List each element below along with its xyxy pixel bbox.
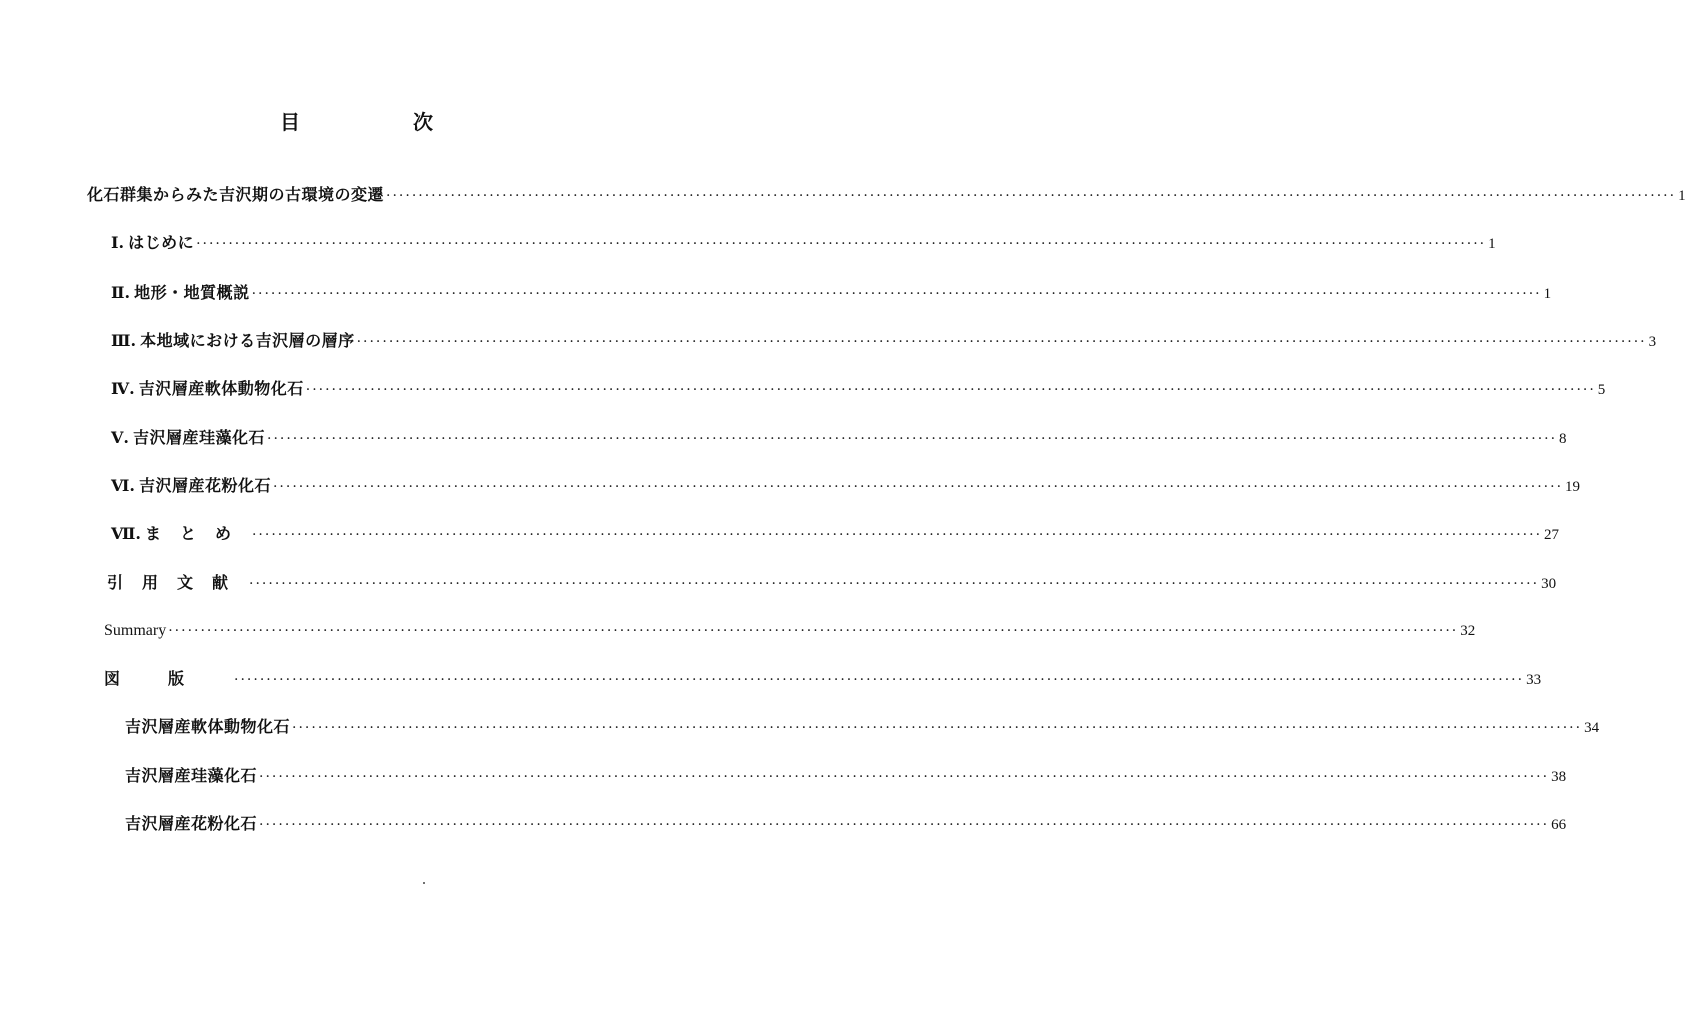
toc-entry-page: 1 bbox=[1543, 286, 1552, 302]
toc-entry-4 bbox=[111, 376, 1606, 402]
toc-entry-title: 吉沢層産珪藻化石 bbox=[125, 766, 258, 785]
leader-dots: ········································································································································································································ bbox=[267, 431, 1558, 447]
toc-entry-page: 3 bbox=[1648, 334, 1657, 350]
toc-entry-main bbox=[87, 182, 1686, 208]
toc-entry-page: 66 bbox=[1551, 817, 1567, 833]
leader-dots: ········································································································································································································ bbox=[356, 334, 1647, 350]
page-title-right: 次 bbox=[413, 110, 433, 134]
toc-entry-summary bbox=[104, 618, 1476, 644]
toc-entry-page: 19 bbox=[1565, 479, 1581, 495]
scan-speck bbox=[423, 882, 425, 884]
toc-entry-title: はじめに bbox=[128, 233, 195, 252]
toc-entry-title: 地形・地質概説 bbox=[134, 283, 250, 302]
section-number: Ⅰ. bbox=[111, 233, 125, 252]
toc-entry-title: 吉沢層産珪藻化石 bbox=[132, 428, 265, 447]
toc-entry-5 bbox=[111, 425, 1567, 451]
leader-dots: ········································································································································································································ bbox=[249, 576, 1540, 592]
toc-entry-title: 引用文献 bbox=[107, 573, 248, 592]
toc-entry-references bbox=[107, 570, 1557, 596]
leader-dots: ········································································································································································································ bbox=[251, 527, 1543, 543]
leader-dots: ········································································································································································································ bbox=[305, 382, 1596, 398]
leader-dots: ········································································································································································································ bbox=[272, 479, 1564, 495]
toc-entry-plates bbox=[104, 666, 1542, 692]
leader-dots: ········································································································································································································ bbox=[234, 672, 1525, 688]
leader-dots: ········································································································································································································ bbox=[259, 817, 1550, 833]
section-number: Ⅲ. bbox=[111, 331, 137, 350]
toc-entry-page: 38 bbox=[1551, 769, 1567, 785]
toc-entry-page: 1 bbox=[1488, 236, 1496, 252]
toc-entry-title: まとめ bbox=[144, 524, 250, 543]
section-number: Ⅶ. bbox=[111, 524, 141, 543]
toc-entry-6 bbox=[111, 473, 1581, 499]
toc-entry-2 bbox=[111, 280, 1552, 306]
toc-entry-title: 吉沢層産花粉化石 bbox=[125, 814, 258, 833]
leader-dots: ········································································································································································································ bbox=[386, 188, 1677, 204]
toc-entry-title: 図版 bbox=[104, 669, 233, 688]
toc-entry-title: 吉沢層産軟体動物化石 bbox=[125, 717, 291, 736]
toc-entry-page: 32 bbox=[1460, 623, 1476, 639]
section-number: Ⅱ. bbox=[111, 283, 131, 302]
toc-entry-1 bbox=[111, 230, 1496, 256]
toc-entry-title: 化石群集からみた吉沢期の古環境の変遷 bbox=[87, 185, 385, 204]
toc-entry-page: 8 bbox=[1559, 431, 1567, 447]
toc-entry-title: 吉沢層産花粉化石 bbox=[138, 476, 271, 495]
leader-dots: ········································································································································································································ bbox=[168, 623, 1459, 639]
toc-subentry-3 bbox=[125, 811, 1567, 837]
toc-entry-page: 30 bbox=[1541, 576, 1557, 592]
toc-subentry-2 bbox=[125, 763, 1567, 789]
toc-entry-page: 33 bbox=[1526, 672, 1542, 688]
toc-entry-title: 吉沢層産軟体動物化石 bbox=[138, 379, 304, 398]
toc-entry-page: 5 bbox=[1597, 382, 1606, 398]
toc-entry-page: 34 bbox=[1584, 720, 1600, 736]
toc-entry-7 bbox=[111, 521, 1560, 547]
toc-entry-title: Summary bbox=[104, 622, 167, 639]
section-number: Ⅳ. bbox=[111, 379, 135, 398]
toc-entry-title: 本地域における吉沢層の層序 bbox=[140, 331, 355, 350]
section-number: Ⅵ. bbox=[111, 476, 135, 495]
leader-dots: ········································································································································································································ bbox=[251, 286, 1542, 302]
page-title-left: 目 bbox=[280, 110, 300, 134]
leader-dots: ········································································································································································································ bbox=[196, 236, 1487, 252]
toc-entry-page: 1 bbox=[1678, 188, 1686, 204]
leader-dots: ········································································································································································································ bbox=[292, 720, 1583, 736]
section-number: Ⅴ. bbox=[111, 428, 129, 447]
toc-subentry-1 bbox=[125, 714, 1600, 740]
toc-entry-page: 27 bbox=[1544, 527, 1560, 543]
toc-entry-3 bbox=[111, 328, 1657, 354]
leader-dots: ········································································································································································································ bbox=[259, 769, 1550, 785]
